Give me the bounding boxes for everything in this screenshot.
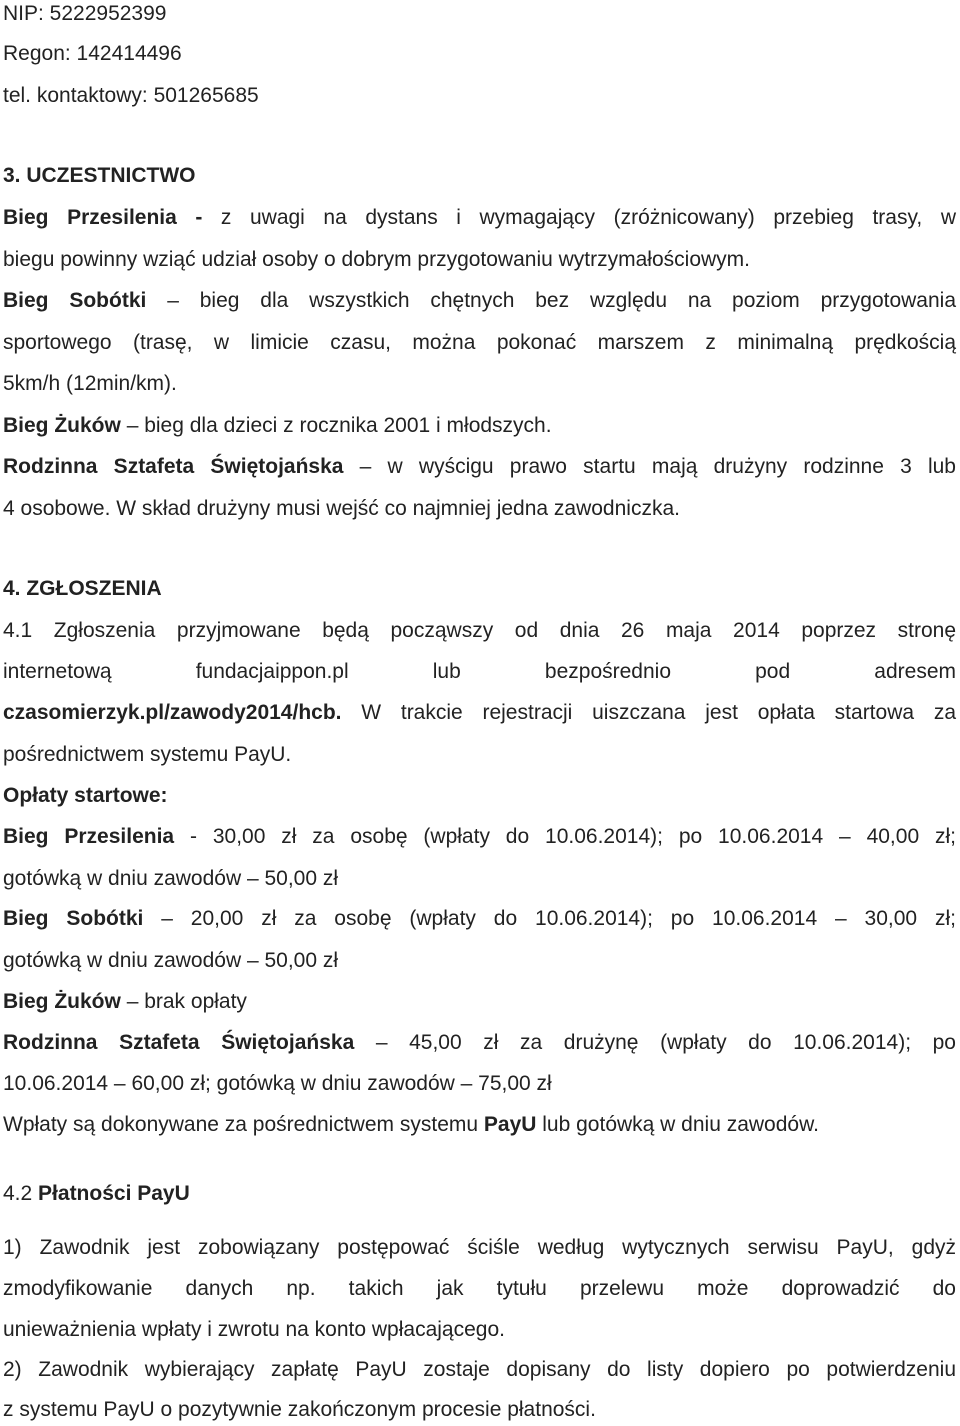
fees-heading: Opłaty startowe:: [3, 784, 168, 807]
registration-url[interactable]: czasomierzyk.pl/zawody2014/hcb.: [3, 701, 342, 724]
sobotki-line-1: [3, 288, 956, 314]
fee-sztafeta-label: Rodzinna Sztafeta Świętojańska: [3, 1031, 355, 1054]
zgloszenia-line-3-text: W trakcie rejestracji uiszczana jest opłata startowa za: [361, 701, 956, 724]
fee-sobotki-label: Bieg Sobótki: [3, 907, 144, 930]
nip-line: NIP: 5222952399: [3, 2, 167, 25]
fee-sztafeta-line-1: [3, 1030, 956, 1056]
sobotki-text: – bieg dla wszystkich chętnych bez względu na poziom przygotowania: [167, 289, 957, 312]
sztafeta-line-2: 4 osobowe. W skład drużyny musi wejść co najmniej jedna zawodniczka.: [3, 497, 680, 520]
zgloszenia-line-2: internetową fundacjaippon.pl lub bezpośrednio pod adresem: [3, 660, 956, 683]
section-4-2-heading: [3, 1181, 956, 1207]
przesilenia-line-2: biegu powinny wziąć udział osoby o dobrym przygotowaniu wytrzymałościowym.: [3, 248, 750, 271]
zukow-line: [3, 413, 956, 439]
sobotki-line-2: sportowego (trasę, w limicie czasu, można pokonać marszem z minimalną prędkością: [3, 331, 956, 354]
przesilenia-label: Bieg Przesilenia -: [3, 206, 203, 229]
fee-sobotki-line-1: [3, 906, 956, 932]
fee-przesilenia-label: Bieg Przesilenia: [3, 825, 175, 848]
fee-zukow-line: [3, 989, 956, 1015]
zgloszenia-line-3: [3, 700, 956, 726]
zgloszenia-line-4: pośrednictwem systemu PayU.: [3, 743, 292, 766]
przesilenia-line-1: [3, 205, 956, 231]
phone-line: tel. kontaktowy: 501265685: [3, 84, 259, 107]
payment-info-post: lub gotówką w dniu zawodów.: [542, 1113, 819, 1136]
item-2-line-2: z systemu PayU o pozytywnie zakończonym procesie płatności.: [3, 1398, 596, 1421]
zukow-text: – bieg dla dzieci z rocznika 2001 i młodszych.: [126, 414, 552, 437]
payment-info-pre: Wpłaty są dokonywane za pośrednictwem systemu: [3, 1113, 479, 1136]
section-4-2-number: 4.2: [3, 1182, 33, 1205]
regon-line: Regon: 142414496: [3, 42, 182, 65]
fee-sobotki-line-2: gotówką w dniu zawodów – 50,00 zł: [3, 949, 339, 972]
sztafeta-label: Rodzinna Sztafeta Świętojańska: [3, 455, 344, 478]
fee-przesilenia-line-2: gotówką w dniu zawodów – 50,00 zł: [3, 867, 339, 890]
fee-zukow-text: – brak opłaty: [126, 990, 247, 1013]
item-1-line-1: 1) Zawodnik jest zobowiązany postępować ściśle według wytycznych serwisu PayU, gdyż: [3, 1236, 956, 1259]
section-4-2-title: Płatności PayU: [38, 1182, 190, 1205]
fee-sztafeta-text: – 45,00 zł za drużynę (wpłaty do 10.06.2014); po: [375, 1031, 956, 1054]
fee-sztafeta-line-2: 10.06.2014 – 60,00 zł; gotówką w dniu zawodów – 75,00 zł: [3, 1072, 552, 1095]
section-3-heading: 3. UCZESTNICTWO: [3, 164, 196, 187]
section-4-heading: 4. ZGŁOSZENIA: [3, 577, 162, 600]
sobotki-label: Bieg Sobótki: [3, 289, 147, 312]
item-1-line-2: zmodyfikowanie danych np. takich jak tytułu przelewu może doprowadzić do: [3, 1277, 956, 1300]
zgloszenia-line-1: 4.1 Zgłoszenia przyjmowane będą począwszy od dnia 26 maja 2014 poprzez stronę: [3, 619, 956, 642]
item-2-line-1: 2) Zawodnik wybierający zapłatę PayU zostaje dopisany do listy dopiero po potwierdzeniu: [3, 1358, 956, 1381]
payment-info-line: [3, 1112, 956, 1138]
sobotki-line-3: 5km/h (12min/km).: [3, 372, 177, 395]
fee-przesilenia-line-1: [3, 824, 956, 850]
sztafeta-line-1: [3, 454, 956, 480]
zukow-label: Bieg Żuków: [3, 414, 121, 437]
item-1-line-3: unieważnienia wpłaty i zwrotu na konto wpłacającego.: [3, 1318, 505, 1341]
fee-przesilenia-text: - 30,00 zł za osobę (wpłaty do 10.06.2014); po 10.06.2014 – 40,00 zł;: [189, 825, 956, 848]
przesilenia-text: z uwagi na dystans i wymagający (zróżnicowany) przebieg trasy, w: [220, 206, 956, 229]
payment-info-payu: PayU: [483, 1113, 537, 1136]
sztafeta-text: – w wyścigu prawo startu mają drużyny rodzinne 3 lub: [359, 455, 956, 478]
fee-sobotki-text: – 20,00 zł za osobę (wpłaty do 10.06.2014); po 10.06.2014 – 30,00 zł;: [161, 907, 956, 930]
fee-zukow-label: Bieg Żuków: [3, 990, 121, 1013]
